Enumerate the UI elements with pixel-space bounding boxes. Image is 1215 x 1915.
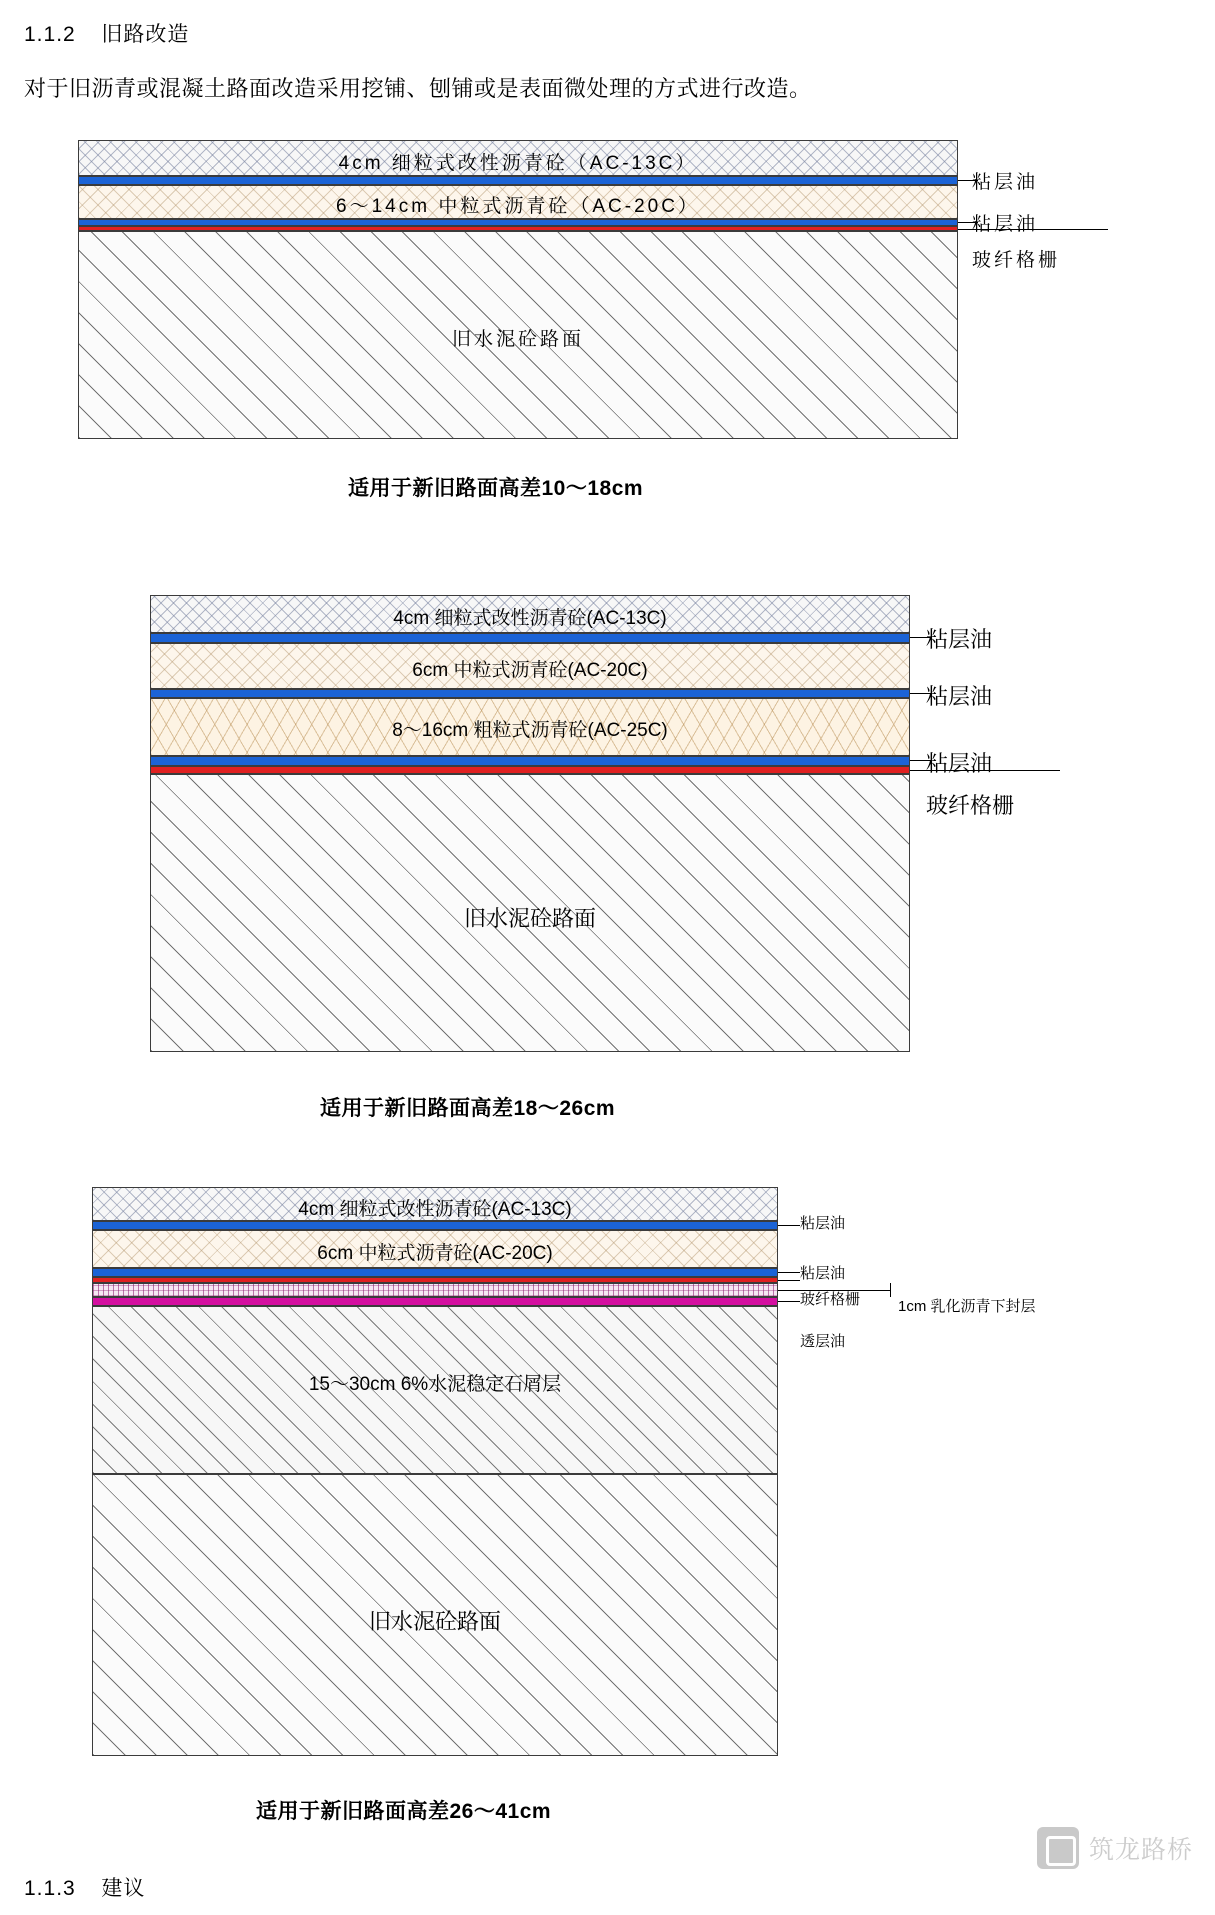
section-heading-1 (24, 18, 189, 48)
fig1-surface-course: 4cm 细粒式改性沥青砼（AC-13C） (78, 140, 958, 176)
fig3-side-label-grid: 玻纤格栅 (800, 1291, 861, 1308)
fig1-tack-coat-2 (78, 219, 958, 226)
fig1-tack-coat-1 (78, 176, 958, 185)
fig3-caption: 适用于新旧路面高差26～41cm (256, 1800, 552, 1823)
fig3-cement-stabilized-chippings: 15～30cm 6%水泥稳定石屑层 (92, 1306, 778, 1474)
watermark-text: 筑龙路桥 (1088, 1836, 1193, 1864)
section-title: 旧路改造 (101, 23, 190, 46)
fig3-callout-leader-v (890, 1283, 891, 1297)
watermark (1037, 1827, 1193, 1869)
fig2-side-label-tack-1: 粘层油 (926, 627, 993, 652)
fig2-side-label-grid: 玻纤格栅 (926, 793, 1015, 818)
fig3-surface-course: 4cm 细粒式改性沥青砼(AC-13C) (92, 1187, 778, 1221)
paragraph-1: 对于旧沥青或混凝土路面改造采用挖铺、刨铺或是表面微处理的方式进行改造。 (24, 76, 812, 101)
fig3-leader-3 (778, 1280, 800, 1281)
fig3-binder-course: 6cm 中粒式沥青砼(AC-20C) (92, 1230, 778, 1268)
fig2-side-label-tack-3: 粘层油 (926, 751, 993, 776)
fig2-fiberglass-grid (150, 766, 910, 774)
fig3-leader-4 (778, 1301, 800, 1302)
fig1-binder-course: 6～14cm 中粒式沥青砼（AC-20C） (78, 185, 958, 219)
fig3-side-label-tack-2: 粘层油 (800, 1265, 846, 1282)
fig2-old-concrete-pavement: 旧水泥砼路面 (150, 774, 910, 1052)
fig2-side-label-tack-2: 粘层油 (926, 684, 993, 709)
section-title-2: 建议 (101, 1877, 146, 1900)
fig3-leader-2 (778, 1272, 800, 1273)
fig3-side-label-prime: 透层油 (800, 1333, 846, 1350)
fig3-emulsified-asphalt-seal (92, 1283, 778, 1297)
fig3-callout-label: 1cm 乳化沥青下封层 (898, 1298, 1036, 1315)
fig3-side-label-tack-1: 粘层油 (800, 1215, 846, 1232)
fig2-caption: 适用于新旧路面高差18～26cm (320, 1097, 616, 1120)
fig2-surface-course: 4cm 细粒式改性沥青砼(AC-13C) (150, 595, 910, 633)
fig2-base-course: 8～16cm 粗粒式沥青砼(AC-25C) (150, 698, 910, 756)
fig1-side-label-tack-2: 粘层油 (972, 214, 1039, 235)
fig2-tack-coat-1 (150, 633, 910, 643)
wechat-logo-icon (1037, 1827, 1079, 1869)
fig2-binder-course: 6cm 中粒式沥青砼(AC-20C) (150, 643, 910, 689)
section-heading-2 (24, 1872, 145, 1902)
fig3-tack-coat-2 (92, 1268, 778, 1277)
fig2-tack-coat-3 (150, 756, 910, 766)
fig1-old-concrete-pavement: 旧水泥砼路面 (78, 231, 958, 439)
fig2-tack-coat-2 (150, 689, 910, 698)
fig3-old-concrete-pavement: 旧水泥砼路面 (92, 1474, 778, 1756)
section-number: 1.1.2 (24, 23, 76, 46)
fig1-side-label-tack-1: 粘层油 (972, 172, 1039, 193)
section-number-2: 1.1.3 (24, 1877, 76, 1900)
fig3-leader-1 (778, 1225, 800, 1226)
fig3-prime-coat (92, 1297, 778, 1306)
fig1-side-label-grid: 玻纤格栅 (972, 250, 1061, 271)
fig1-caption: 适用于新旧路面高差10～18cm (348, 477, 644, 500)
fig3-tack-coat-1 (92, 1221, 778, 1230)
